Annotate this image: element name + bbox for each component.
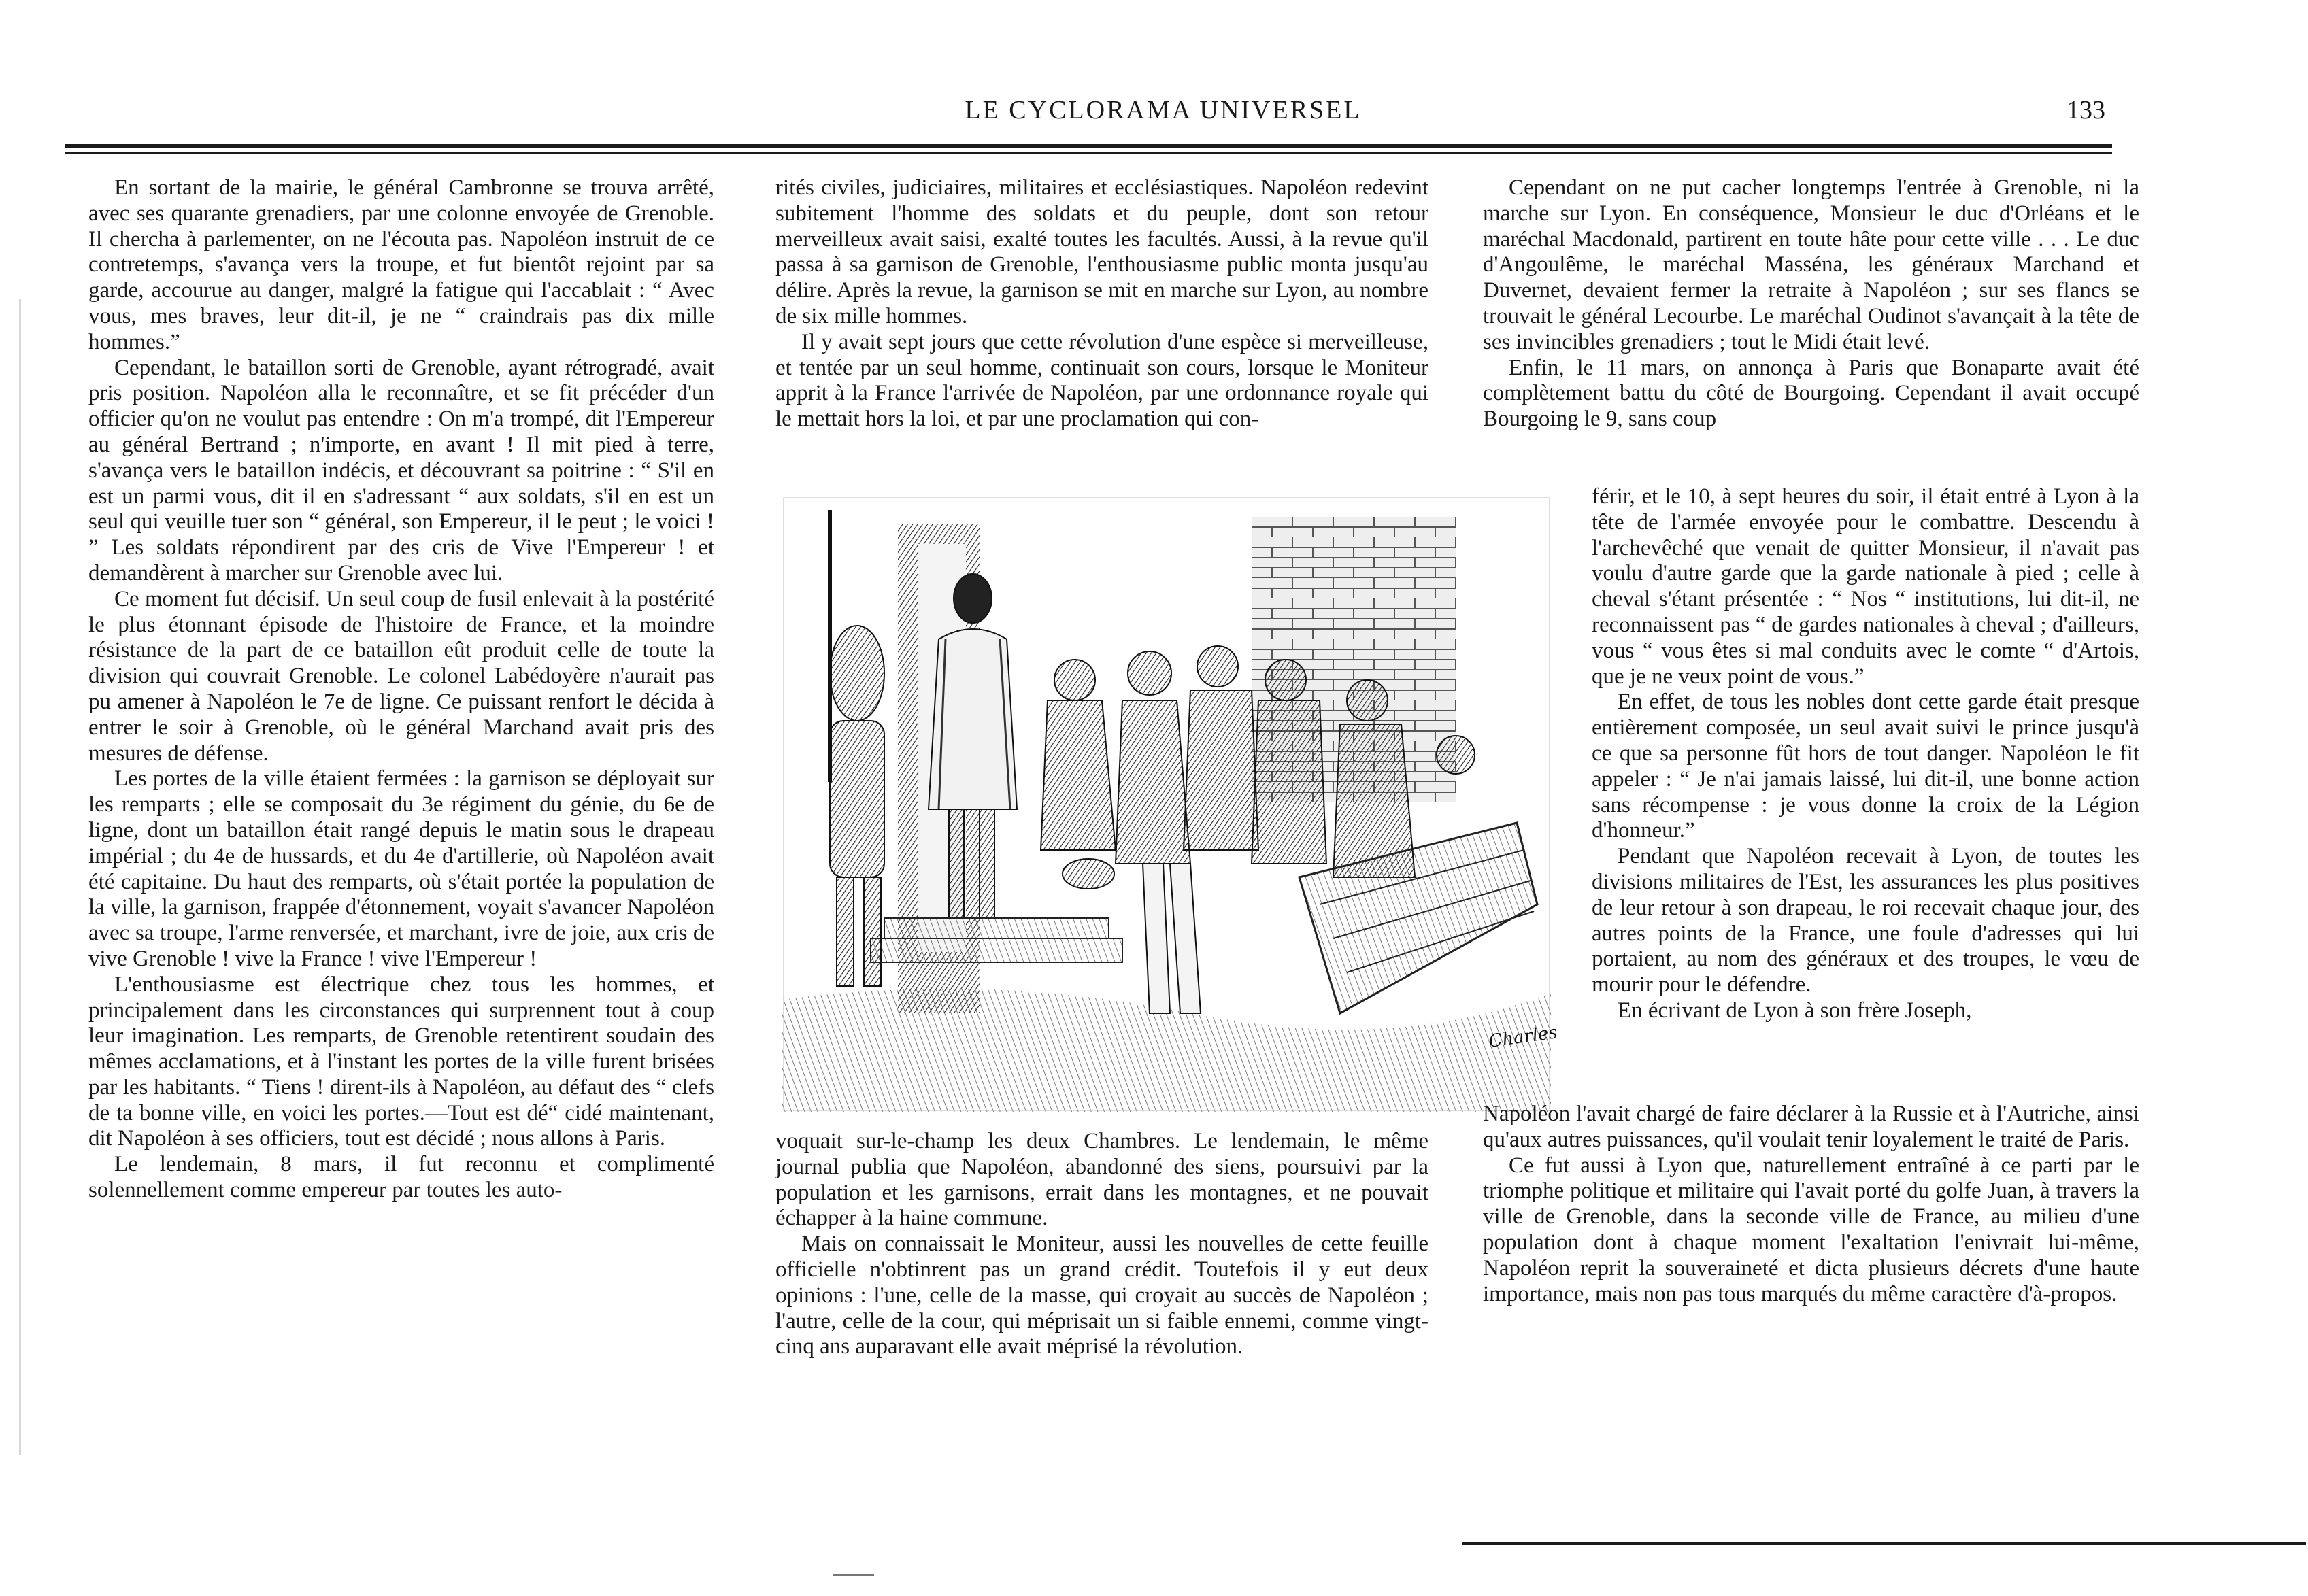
engraver-signature: Charles: [1487, 1022, 1559, 1052]
paragraph: En effet, de tous les nobles dont cette garde était presque entièrement composée, un seul avait suivi le prince jusqu'à ce que sa personne fût hors de tout danger. Napoléon le fit appeler : “ Je n'ai jamais laissé, lui dit-il, une bonne action sans récompense : je vous donne la croix de la Légion d'honneur.”: [1592, 690, 2139, 843]
paragraph: Mais on connaissait le Moniteur, aussi les nouvelles de cette feuille officielle n'obtinrent pas un grand crédit. Toutefois il y eut deux opinions : l'une, celle de la masse, qui croyait au succès de Napoléon ; l'autre, celle de la cour, qui méprisait un si faible ennemi, comme vingt-cinq ans auparavant elle avait méprisé la révolution.: [775, 1232, 1428, 1359]
paragraph: férir, et le 10, à sept heures du soir, il était entré à Lyon à la tête de l'armée envoyée pour le combattre. Descendu à l'archevêché que venait de quitter Monsieur, il n'avait pas voulu d'autre garde que la garde nationale à pied ; celle à cheval s'étant présentée : “ Nos “ institutions, lui dit-il, ne reconnaissent pas “ de gardes nationales à cheval ; d'ailleurs, vous “ vous êtes si mal conduits avec le comte “ d'Artois, que je ne veux point de vous.”: [1592, 484, 2139, 689]
column-2-bottom: [775, 1129, 1428, 1428]
column-3-top: [1483, 175, 2139, 495]
paragraph: Pendant que Napoléon recevait à Lyon, de toutes les divisions militaires de l'Est, les assurances les plus positives de leur retour à son drapeau, le roi recevait chaque jour, des autres points de la France, une foule d'adresses qui lui portaient, au nom des généraux et des troupes, le vœu de mourir pour le défendre.: [1592, 844, 2139, 998]
paragraph: voquait sur-le-champ les deux Chambres. Le lendemain, le même journal publia que Napoléon, abandonné des siens, poursuivi par la population et les garnisons, errait dans les montagnes, et ne pouvait échapper à la haine commune.: [775, 1129, 1428, 1231]
paragraph: Ce fut aussi à Lyon que, naturellement entraîné à ce parti par le triomphe politique et militaire qui l'avait porté du golfe Juan, à travers la ville de Grenoble, dans la seconde ville de France, au milieu d'une population dont à chaque moment l'exaltation l'enivrait lui-même, Napoléon reprit la souveraineté et dicta plusieurs décrets d'une haute importance, mais non pas tous marqués du même caractère d'à-propos.: [1483, 1153, 2139, 1306]
paragraph: Ce moment fut décisif. Un seul coup de fusil enlevait à la postérité le plus étonnant épisode de l'histoire de France, et la moindre résistance de la part de ce bataillon eût produit celle de toute la division qui couvrait Grenoble. Le colonel Labédoyère n'aurait pas pu amener à Napoléon le 7e de ligne. Ce puissant renfort le décida à entrer le soir à Grenoble, où le général Marchand avait pris des mesures de défense.: [88, 586, 714, 766]
running-header: LE CYCLORAMA UNIVERSEL: [965, 96, 1362, 124]
paragraph: L'enthousiasme est électrique chez tous les hommes, et principalement dans les circonstances qui surprennent tout à coup leur imagination. Les remparts, de Grenoble retentirent soudain des mêmes acclamations, et à l'instant les portes de la ville furent brisées par les habitants. “ Tiens ! dirent-ils à Napoléon, au défaut des “ clefs de ta bonne ville, en voici les portes.—Tout est dé“ cidé maintenant, dit Napoléon à ses officiers, tout est décidé ; nous allons à Paris.: [88, 972, 714, 1151]
column-3-middle: [1592, 484, 2139, 1110]
paragraph: Cependant on ne put cacher longtemps l'entrée à Grenoble, ni la marche sur Lyon. En conséquence, Monsieur le duc d'Orléans et le maréchal Macdonald, partirent en toute hâte pour cette ville . . . Le duc d'Angoulême, le maréchal Masséna, les généraux Marchand et Duvernet, devaient fermer la retraite à Napoléon ; sur ses flancs se trouvait le général Lecourbe. Le maréchal Oudinot s'avançait à la tête de ses invincibles grenadiers ; tout le Midi était levé.: [1483, 175, 2139, 354]
engraving-illustration: [782, 496, 1559, 1112]
header-rule-thick: [65, 144, 2112, 148]
column-1: [88, 175, 714, 1563]
paragraph: Cependant, le bataillon sorti de Grenoble, ayant rétrogradé, avait pris position. Napoléon alla le reconnaître, et se fit précéder d'un officier qu'on ne voulut pas entendre : On m'a trompé, dit l'Empereur au général Bertrand ; n'importe, en avant ! Il mit pied à terre, s'avança vers le bataillon indécis, et découvrant sa poitrine : “ S'il en est un parmi vous, dit il en s'adressant “ aux soldats, s'il en est un seul qui veuille tuer son “ général, son Empereur, il le peut ; le voici ! ” Les soldats répondirent par des cris de Vive l'Empereur ! et demandèrent à marcher sur Grenoble avec lui.: [88, 355, 714, 585]
column-3-bottom: [1483, 1102, 2139, 1442]
paragraph: Les portes de la ville étaient fermées : la garnison se déployait sur les remparts ; elle se composait du 3e régiment du génie, du 6e de ligne, dont un bataillon était rangé depuis le matin sous le drapeau impérial ; du 4e de hussards, et du 4e d'artillerie, où Napoléon avait été capitaine. Du haut des remparts, où s'était portée la population de la ville, la garnison, frappée d'étonnement, voyait s'avancer Napoléon avec sa troupe, l'arme renversée, et marchant, ivre de joie, aux cris de vive Grenoble ! vive la France ! vive l'Empereur !: [88, 766, 714, 971]
paragraph: Il y avait sept jours que cette révolution d'une espèce si merveilleuse, et tentée par un seul homme, continuait son cours, lorsque le Moniteur apprit à la France l'arrivée de Napoléon, par une ordonnance royale qui le mettait hors la loi, et par une proclamation qui con-: [775, 329, 1428, 432]
paragraph: Enfin, le 11 mars, on annonça à Paris que Bonaparte avait été complètement battu du côté de Bourgoing. Cependant il avait occupé Bourgoing le 9, sans coup: [1483, 355, 2139, 432]
scan-edge: [19, 299, 21, 1455]
footer-rule: [1462, 1542, 2306, 1545]
paragraph: En sortant de la mairie, le général Cambronne se trouva arrêté, avec ses quarante grenadiers, par une colonne envoyée de Grenoble. Il chercha à parlementer, on ne l'écouta pas. Napoléon instruit de ce contretemps, s'avança vers la troupe, et fut bientôt rejoint par sa garde, accourue au danger, malgré la fatigue qui l'accablait : “ Avec vous, mes braves, leur dit-il, je ne “ craindrais pas dix mille hommes.”: [88, 175, 714, 354]
paragraph: rités civiles, judiciaires, militaires et ecclésiastiques. Napoléon redevint subitement l'homme des soldats et du peuple, dont son retour merveilleux avait saisi, exalté toutes les facultés. Aussi, à la revue qu'il passa à sa garnison de Grenoble, l'enthousiasme public monta jusqu'au délire. Après la revue, la garnison se mit en marche sur Lyon, au nombre de six mille hommes.: [775, 175, 1428, 328]
footer-mark: [833, 1574, 874, 1576]
paragraph: Le lendemain, 8 mars, il fut reconnu et complimenté solennellement comme empereur par toutes les auto-: [88, 1152, 714, 1203]
header-rule-thin: [65, 152, 2112, 154]
paragraph: Napoléon l'avait chargé de faire déclarer à la Russie et à l'Autriche, ainsi qu'aux autres puissances, qu'il voulait tenir loyalement le traité de Paris.: [1483, 1102, 2139, 1152]
column-2-top: [775, 175, 1428, 502]
paragraph: En écrivant de Lyon à son frère Joseph,: [1618, 998, 1972, 1023]
page-number: 133: [2067, 96, 2105, 124]
